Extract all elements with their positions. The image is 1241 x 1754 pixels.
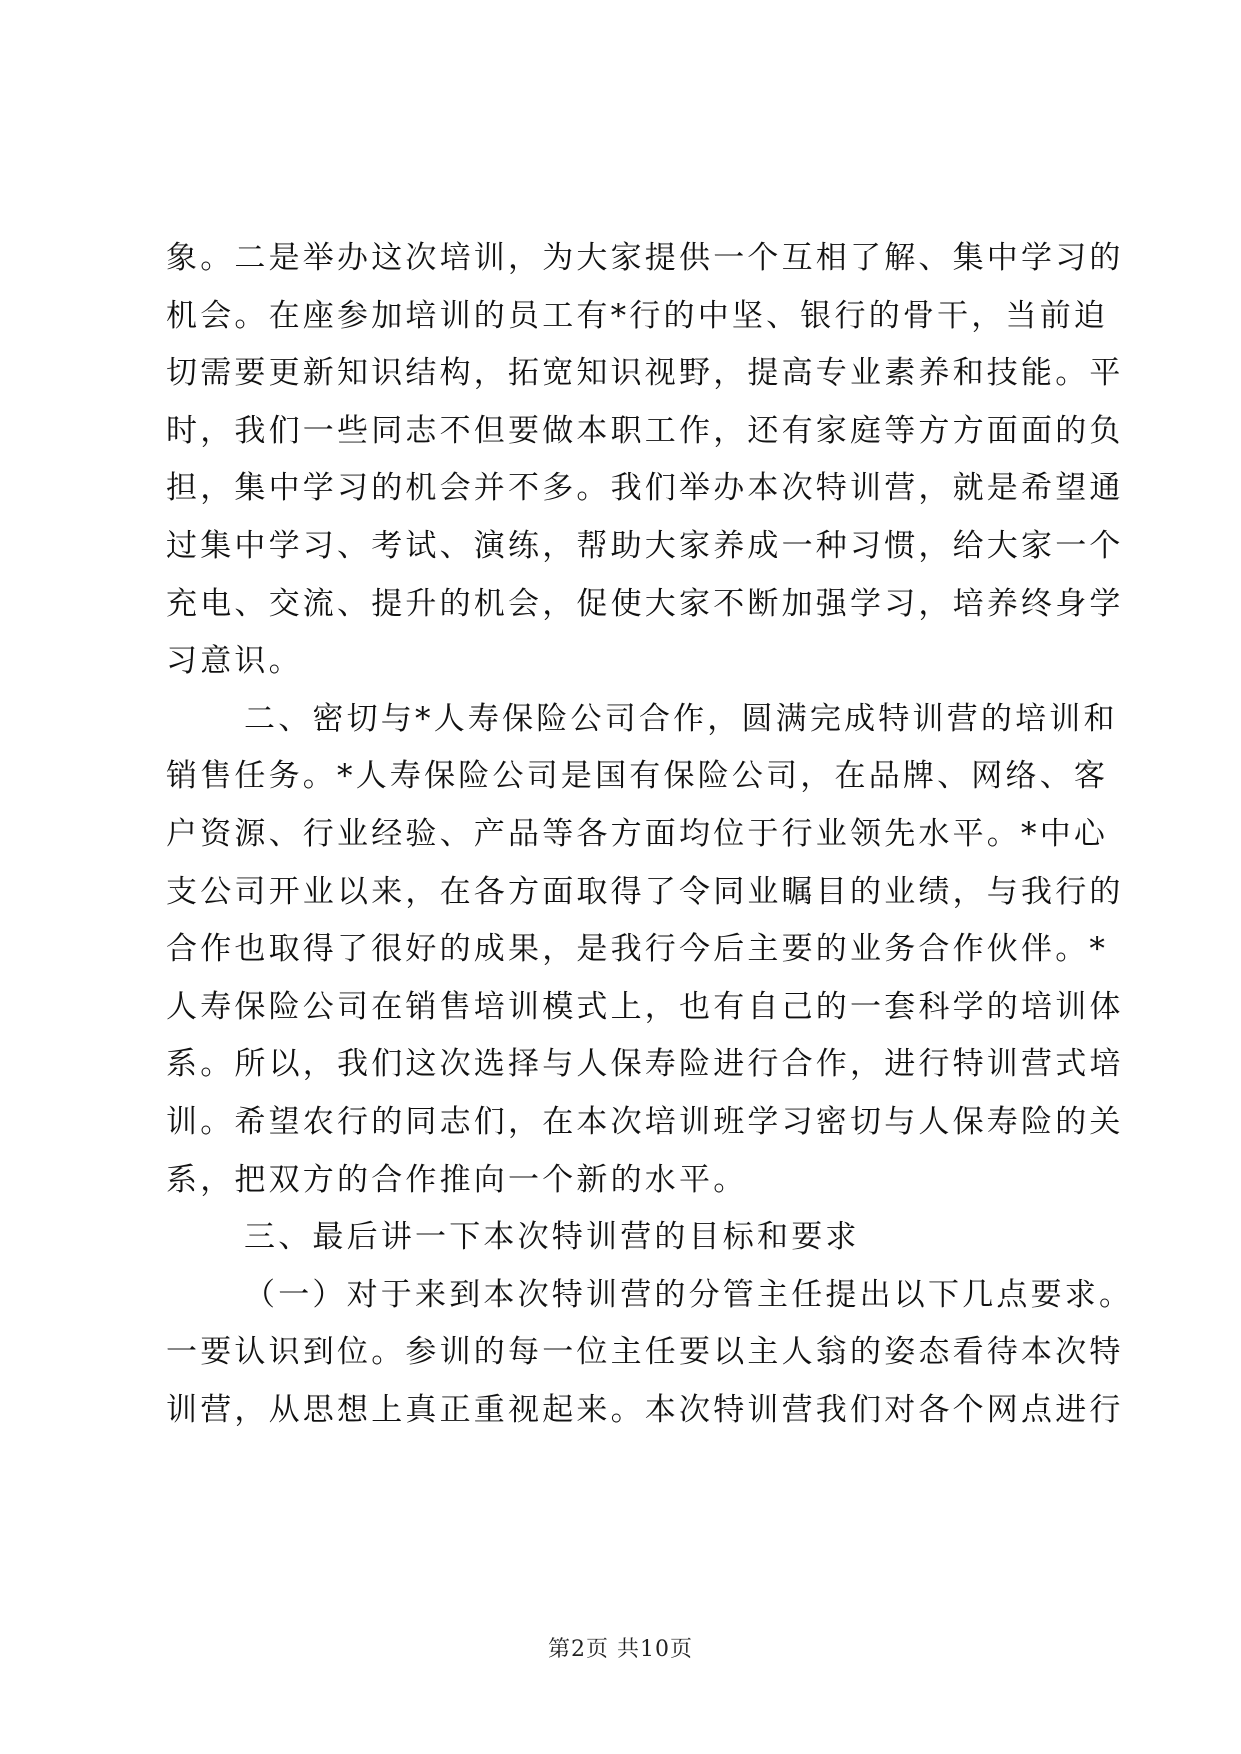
text-line: 担，集中学习的机会并不多。我们举办本次特训营，就是希望通	[166, 470, 1124, 507]
text-line: 三、最后讲一下本次特训营的目标和要求	[244, 1219, 860, 1256]
text-line: 销售任务。*人寿保险公司是国有保险公司，在品牌、网络、客	[166, 758, 1109, 795]
text-line: 象。二是举办这次培训，为大家提供一个互相了解、集中学习的	[166, 240, 1124, 276]
text-line: 一要认识到位。参训的每一位主任要以主人翁的姿态看待本次特	[166, 1334, 1124, 1371]
text-line: （一）对于来到本次特训营的分管主任提出以下几点要求。	[244, 1276, 1134, 1313]
text-line: 户资源、行业经验、产品等各方面均位于行业领先水平。*中心	[166, 815, 1109, 852]
text-line: 充电、交流、提升的机会，促使大家不断加强学习，培养终身学	[166, 585, 1124, 622]
text-line: 习意识。	[166, 643, 303, 680]
text-line: 支公司开业以来，在各方面取得了令同业瞩目的业绩，与我行的	[166, 873, 1124, 910]
text-line: 人寿保险公司在销售培训模式上，也有自己的一套科学的培训体	[166, 988, 1124, 1025]
text-line: 切需要更新知识结构，拓宽知识视野，提高专业素养和技能。平	[166, 355, 1124, 392]
text-line: 系。所以，我们这次选择与人保寿险进行合作，进行特训营式培	[166, 1046, 1124, 1083]
text-line: 时，我们一些同志不但要做本职工作，还有家庭等方方面面的负	[166, 412, 1124, 449]
text-line: 系，把双方的合作推向一个新的水平。	[166, 1161, 748, 1198]
text-line: 训。希望农行的同志们，在本次培训班学习密切与人保寿险的关	[166, 1103, 1124, 1140]
text-line: 机会。在座参加培训的员工有*行的中坚、银行的骨干，当前迫	[166, 297, 1109, 334]
document-body	[166, 230, 1134, 1439]
text-line: 二、密切与*人寿保险公司合作，圆满完成特训营的培训和	[244, 700, 1118, 737]
text-line: 合作也取得了很好的成果，是我行今后主要的业务合作伙伴。*	[166, 931, 1109, 968]
text-line: 过集中学习、考试、演练，帮助大家养成一种习惯，给大家一个	[166, 527, 1124, 564]
text-line: 训营，从思想上真正重视起来。本次特训营我们对各个网点进行	[166, 1391, 1124, 1428]
page-footer: 第2页 共10页	[548, 1637, 693, 1662]
